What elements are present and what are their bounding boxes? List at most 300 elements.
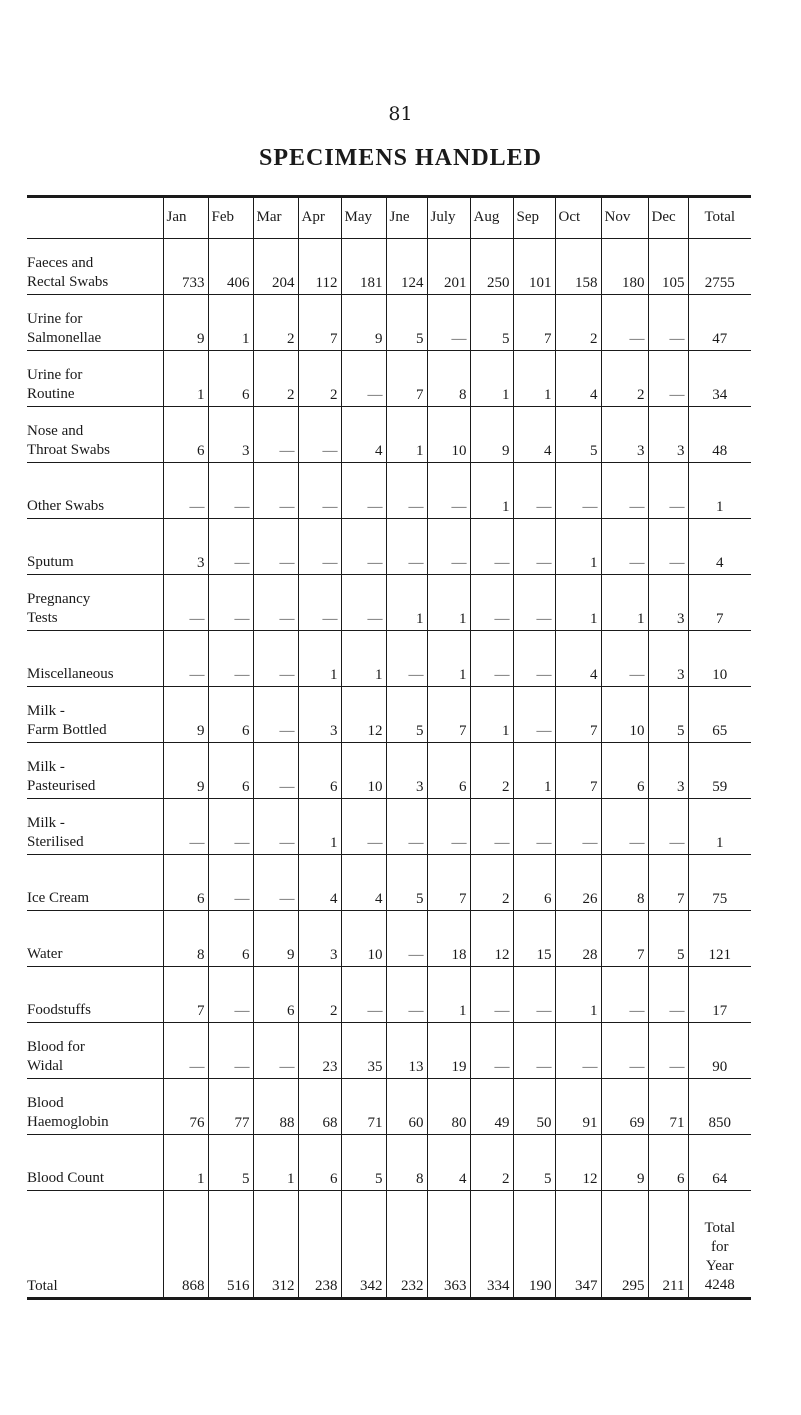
value-cell: 1 — [386, 407, 427, 463]
value-cell: 7 — [298, 295, 341, 351]
value-cell: — — [601, 295, 648, 351]
value-cell: 112 — [298, 239, 341, 295]
value-cell: 6 — [163, 855, 208, 911]
row-total-cell: 59 — [688, 743, 751, 799]
row-label — [27, 631, 163, 687]
row-label-line: Tests — [27, 610, 58, 626]
table-row — [27, 351, 751, 407]
value-cell: 10 — [341, 743, 386, 799]
header-row — [27, 197, 751, 239]
header-corner — [27, 197, 163, 239]
row-label-line: Farm Bottled — [27, 722, 107, 738]
value-cell: 7 — [555, 743, 601, 799]
value-cell: 2 — [601, 351, 648, 407]
table-row — [27, 1023, 751, 1079]
value-cell: 7 — [648, 855, 688, 911]
row-label-line: Milk - — [27, 815, 65, 831]
row-label-line: Pasteurised — [27, 778, 96, 794]
value-cell: 13 — [386, 1023, 427, 1079]
value-cell: 7 — [427, 855, 470, 911]
value-cell: 6 — [253, 967, 298, 1023]
value-cell: 9 — [470, 407, 513, 463]
value-cell: — — [386, 463, 427, 519]
table-row — [27, 799, 751, 855]
value-cell: — — [513, 799, 555, 855]
value-cell: 158 — [555, 239, 601, 295]
value-cell: 6 — [298, 743, 341, 799]
month-total-cell: 334 — [470, 1191, 513, 1299]
column-header: Apr — [298, 197, 341, 239]
table-row — [27, 1079, 751, 1135]
value-cell: — — [208, 799, 253, 855]
row-total-cell: 2755 — [688, 239, 751, 295]
value-cell: 1 — [208, 295, 253, 351]
value-cell: — — [253, 575, 298, 631]
value-cell: — — [298, 463, 341, 519]
value-cell: — — [648, 463, 688, 519]
value-cell: 201 — [427, 239, 470, 295]
value-cell: — — [386, 631, 427, 687]
value-cell: — — [163, 1023, 208, 1079]
value-cell: 12 — [555, 1135, 601, 1191]
value-cell: — — [648, 967, 688, 1023]
month-total-cell: 516 — [208, 1191, 253, 1299]
total-label: Total — [27, 1191, 163, 1299]
value-cell: — — [208, 631, 253, 687]
value-cell: — — [513, 1023, 555, 1079]
value-cell: 77 — [208, 1079, 253, 1135]
value-cell: 2 — [470, 1135, 513, 1191]
value-cell: 1 — [470, 351, 513, 407]
value-cell: 69 — [601, 1079, 648, 1135]
value-cell: — — [555, 463, 601, 519]
value-cell: — — [601, 519, 648, 575]
value-cell: 8 — [163, 911, 208, 967]
value-cell: 76 — [163, 1079, 208, 1135]
value-cell: — — [163, 631, 208, 687]
value-cell: — — [513, 631, 555, 687]
value-cell: — — [253, 463, 298, 519]
value-cell: 6 — [208, 687, 253, 743]
table-row — [27, 631, 751, 687]
row-label-line: Ice Cream — [27, 890, 90, 906]
value-cell: 35 — [341, 1023, 386, 1079]
value-cell: — — [208, 855, 253, 911]
row-label — [27, 1135, 163, 1191]
row-label — [27, 967, 163, 1023]
row-total-cell: 121 — [688, 911, 751, 967]
value-cell: 181 — [341, 239, 386, 295]
value-cell: 4 — [341, 407, 386, 463]
value-cell: 1 — [555, 575, 601, 631]
year-total-cell — [688, 1191, 751, 1299]
month-total-cell: 342 — [341, 1191, 386, 1299]
value-cell: — — [648, 351, 688, 407]
value-cell: — — [513, 463, 555, 519]
value-cell: — — [470, 967, 513, 1023]
value-cell: 1 — [386, 575, 427, 631]
row-label — [27, 911, 163, 967]
value-cell: 2 — [298, 967, 341, 1023]
value-cell: — — [427, 799, 470, 855]
value-cell: — — [555, 799, 601, 855]
value-cell: 3 — [648, 743, 688, 799]
value-cell: — — [341, 575, 386, 631]
value-cell: 5 — [648, 911, 688, 967]
value-cell: 9 — [163, 687, 208, 743]
value-cell: 5 — [208, 1135, 253, 1191]
column-header: Jne — [386, 197, 427, 239]
value-cell: — — [470, 631, 513, 687]
row-label-line: Blood for — [27, 1039, 85, 1055]
row-label — [27, 407, 163, 463]
value-cell: — — [427, 519, 470, 575]
year-total-line: Year — [705, 1258, 734, 1274]
row-label — [27, 799, 163, 855]
table-row — [27, 967, 751, 1023]
value-cell: 9 — [341, 295, 386, 351]
value-cell: 1 — [513, 351, 555, 407]
value-cell: — — [208, 463, 253, 519]
value-cell: — — [253, 855, 298, 911]
row-label — [27, 855, 163, 911]
column-header: Feb — [208, 197, 253, 239]
value-cell: — — [427, 463, 470, 519]
value-cell: 1 — [427, 967, 470, 1023]
value-cell: 250 — [470, 239, 513, 295]
value-cell: 105 — [648, 239, 688, 295]
value-cell: 4 — [555, 351, 601, 407]
value-cell: 3 — [386, 743, 427, 799]
column-header: Dec — [648, 197, 688, 239]
month-total-cell: 211 — [648, 1191, 688, 1299]
value-cell: — — [208, 575, 253, 631]
year-total-line: for — [711, 1239, 729, 1255]
value-cell: 7 — [386, 351, 427, 407]
value-cell: 1 — [470, 687, 513, 743]
value-cell: 28 — [555, 911, 601, 967]
value-cell: — — [386, 967, 427, 1023]
value-cell: — — [208, 967, 253, 1023]
value-cell: — — [470, 799, 513, 855]
table-row — [27, 687, 751, 743]
value-cell: — — [386, 519, 427, 575]
value-cell: 15 — [513, 911, 555, 967]
value-cell: 4 — [513, 407, 555, 463]
row-total-cell: 1 — [688, 799, 751, 855]
column-header: Aug — [470, 197, 513, 239]
value-cell: 4 — [555, 631, 601, 687]
value-cell: 1 — [253, 1135, 298, 1191]
value-cell: 1 — [470, 463, 513, 519]
value-cell: 88 — [253, 1079, 298, 1135]
value-cell: 1 — [298, 631, 341, 687]
value-cell: 1 — [427, 575, 470, 631]
value-cell: 71 — [648, 1079, 688, 1135]
row-label — [27, 575, 163, 631]
value-cell: — — [298, 407, 341, 463]
value-cell: 1 — [513, 743, 555, 799]
month-total-cell: 347 — [555, 1191, 601, 1299]
value-cell: 3 — [298, 687, 341, 743]
value-cell: 10 — [427, 407, 470, 463]
value-cell: — — [513, 575, 555, 631]
value-cell: 733 — [163, 239, 208, 295]
month-total-cell: 238 — [298, 1191, 341, 1299]
row-total-cell: 10 — [688, 631, 751, 687]
table-row — [27, 743, 751, 799]
value-cell: 3 — [648, 631, 688, 687]
table-row — [27, 855, 751, 911]
value-cell: — — [253, 743, 298, 799]
value-cell: 406 — [208, 239, 253, 295]
value-cell: 1 — [341, 631, 386, 687]
month-total-cell: 190 — [513, 1191, 555, 1299]
value-cell: 6 — [208, 743, 253, 799]
total-row — [27, 1191, 751, 1299]
value-cell: 2 — [470, 743, 513, 799]
page-title: SPECIMENS HANDLED — [258, 145, 543, 171]
value-cell: 1 — [163, 351, 208, 407]
row-label — [27, 1023, 163, 1079]
row-label-line: Urine for — [27, 367, 83, 383]
row-label — [27, 519, 163, 575]
value-cell: 2 — [298, 351, 341, 407]
value-cell: 8 — [386, 1135, 427, 1191]
row-total-cell: 48 — [688, 407, 751, 463]
value-cell: — — [341, 967, 386, 1023]
table-row — [27, 519, 751, 575]
value-cell: 50 — [513, 1079, 555, 1135]
value-cell: 1 — [601, 575, 648, 631]
row-label-line: Throat Swabs — [27, 442, 110, 458]
value-cell: 5 — [470, 295, 513, 351]
value-cell: — — [253, 687, 298, 743]
value-cell: 1 — [555, 519, 601, 575]
value-cell: 7 — [555, 687, 601, 743]
row-label — [27, 463, 163, 519]
value-cell: 26 — [555, 855, 601, 911]
value-cell: 9 — [163, 743, 208, 799]
value-cell: 5 — [386, 687, 427, 743]
page-number: 81 — [388, 103, 413, 125]
value-cell: 4 — [298, 855, 341, 911]
value-cell: — — [253, 799, 298, 855]
table-row — [27, 575, 751, 631]
row-label-line: Milk - — [27, 703, 65, 719]
value-cell: 1 — [555, 967, 601, 1023]
value-cell: — — [341, 351, 386, 407]
row-label-line: Pregnancy — [27, 591, 91, 607]
row-total-cell: 64 — [688, 1135, 751, 1191]
value-cell: 71 — [341, 1079, 386, 1135]
value-cell: — — [253, 407, 298, 463]
month-total-cell: 312 — [253, 1191, 298, 1299]
value-cell: 68 — [298, 1079, 341, 1135]
row-label-line: Foodstuffs — [27, 1002, 91, 1018]
value-cell: 8 — [601, 855, 648, 911]
row-label — [27, 687, 163, 743]
row-total-cell: 1 — [688, 463, 751, 519]
row-label — [27, 743, 163, 799]
value-cell: — — [298, 575, 341, 631]
value-cell: 1 — [427, 631, 470, 687]
table-row — [27, 911, 751, 967]
row-label-line: Sterilised — [27, 834, 84, 850]
table-row — [27, 1135, 751, 1191]
column-header: Jan — [163, 197, 208, 239]
row-label-line: Urine for — [27, 311, 83, 327]
month-total-cell: 232 — [386, 1191, 427, 1299]
year-total-line: Total — [704, 1220, 736, 1236]
table-row — [27, 407, 751, 463]
row-label-line: Salmonellae — [27, 330, 102, 346]
row-label — [27, 1079, 163, 1135]
value-cell: 6 — [208, 911, 253, 967]
value-cell: — — [513, 687, 555, 743]
table-row — [27, 239, 751, 295]
value-cell: 9 — [163, 295, 208, 351]
value-cell: — — [253, 1023, 298, 1079]
value-cell: 23 — [298, 1023, 341, 1079]
value-cell: — — [253, 631, 298, 687]
value-cell: 5 — [386, 295, 427, 351]
value-cell: — — [601, 799, 648, 855]
row-label-line: Faeces and — [27, 255, 94, 271]
value-cell: — — [601, 463, 648, 519]
value-cell: 7 — [601, 911, 648, 967]
row-label — [27, 295, 163, 351]
column-header: Nov — [601, 197, 648, 239]
value-cell: 6 — [298, 1135, 341, 1191]
value-cell: — — [298, 519, 341, 575]
value-cell: 6 — [208, 351, 253, 407]
value-cell: 91 — [555, 1079, 601, 1135]
value-cell: — — [208, 519, 253, 575]
column-header: Total — [688, 197, 751, 239]
value-cell: 2 — [253, 295, 298, 351]
column-header: Oct — [555, 197, 601, 239]
value-cell: 12 — [341, 687, 386, 743]
row-total-cell: 7 — [688, 575, 751, 631]
value-cell: — — [555, 1023, 601, 1079]
value-cell: 7 — [163, 967, 208, 1023]
row-label-line: Water — [27, 946, 63, 962]
value-cell: — — [163, 463, 208, 519]
value-cell: 19 — [427, 1023, 470, 1079]
value-cell: — — [601, 967, 648, 1023]
month-total-cell: 295 — [601, 1191, 648, 1299]
specimens-table — [27, 195, 751, 1300]
row-label-line: Rectal Swabs — [27, 274, 109, 290]
value-cell: 101 — [513, 239, 555, 295]
value-cell: 6 — [601, 743, 648, 799]
row-label-line: Widal — [27, 1058, 64, 1074]
row-label-line: Other Swabs — [27, 498, 105, 514]
column-header: May — [341, 197, 386, 239]
value-cell: 180 — [601, 239, 648, 295]
value-cell: 2 — [555, 295, 601, 351]
value-cell: 5 — [513, 1135, 555, 1191]
value-cell: 7 — [513, 295, 555, 351]
value-cell: — — [208, 1023, 253, 1079]
value-cell: — — [163, 799, 208, 855]
row-total-cell: 4 — [688, 519, 751, 575]
value-cell: 5 — [555, 407, 601, 463]
value-cell: 49 — [470, 1079, 513, 1135]
column-header: July — [427, 197, 470, 239]
row-total-cell: 90 — [688, 1023, 751, 1079]
value-cell: — — [648, 1023, 688, 1079]
value-cell: 6 — [648, 1135, 688, 1191]
value-cell: 12 — [470, 911, 513, 967]
column-header: Sep — [513, 197, 555, 239]
row-label-line: Blood — [27, 1095, 64, 1111]
value-cell: 204 — [253, 239, 298, 295]
value-cell: 8 — [427, 351, 470, 407]
row-label — [27, 351, 163, 407]
row-label-line: Milk - — [27, 759, 65, 775]
value-cell: 3 — [601, 407, 648, 463]
row-label-line: Miscellaneous — [27, 666, 114, 682]
value-cell: — — [386, 911, 427, 967]
value-cell: — — [648, 295, 688, 351]
value-cell: 9 — [601, 1135, 648, 1191]
value-cell: 3 — [208, 407, 253, 463]
value-cell: 6 — [513, 855, 555, 911]
row-label-line: Haemoglobin — [27, 1114, 109, 1130]
value-cell: 4 — [341, 855, 386, 911]
value-cell: — — [386, 799, 427, 855]
table-row — [27, 463, 751, 519]
value-cell: 1 — [163, 1135, 208, 1191]
value-cell: 10 — [601, 687, 648, 743]
row-label — [27, 239, 163, 295]
value-cell: — — [427, 295, 470, 351]
value-cell: 3 — [298, 911, 341, 967]
row-label-line: Sputum — [27, 554, 74, 570]
row-total-cell: 850 — [688, 1079, 751, 1135]
value-cell: — — [513, 967, 555, 1023]
row-total-cell: 75 — [688, 855, 751, 911]
table-row — [27, 295, 751, 351]
value-cell: 5 — [341, 1135, 386, 1191]
row-total-cell: 47 — [688, 295, 751, 351]
value-cell: 1 — [298, 799, 341, 855]
value-cell: — — [601, 631, 648, 687]
value-cell: 9 — [253, 911, 298, 967]
value-cell: — — [470, 575, 513, 631]
value-cell: — — [648, 799, 688, 855]
value-cell: 60 — [386, 1079, 427, 1135]
value-cell: — — [163, 575, 208, 631]
year-total-line: 4248 — [704, 1277, 735, 1293]
value-cell: 2 — [470, 855, 513, 911]
column-header: Mar — [253, 197, 298, 239]
value-cell: 3 — [648, 575, 688, 631]
value-cell: — — [648, 519, 688, 575]
value-cell: 6 — [163, 407, 208, 463]
value-cell: 3 — [163, 519, 208, 575]
value-cell: 2 — [253, 351, 298, 407]
row-label-line: Nose and — [27, 423, 84, 439]
value-cell: 6 — [427, 743, 470, 799]
month-total-cell: 868 — [163, 1191, 208, 1299]
row-total-cell: 34 — [688, 351, 751, 407]
value-cell: 5 — [386, 855, 427, 911]
row-label-line: Blood Count — [27, 1170, 105, 1186]
value-cell: 5 — [648, 687, 688, 743]
